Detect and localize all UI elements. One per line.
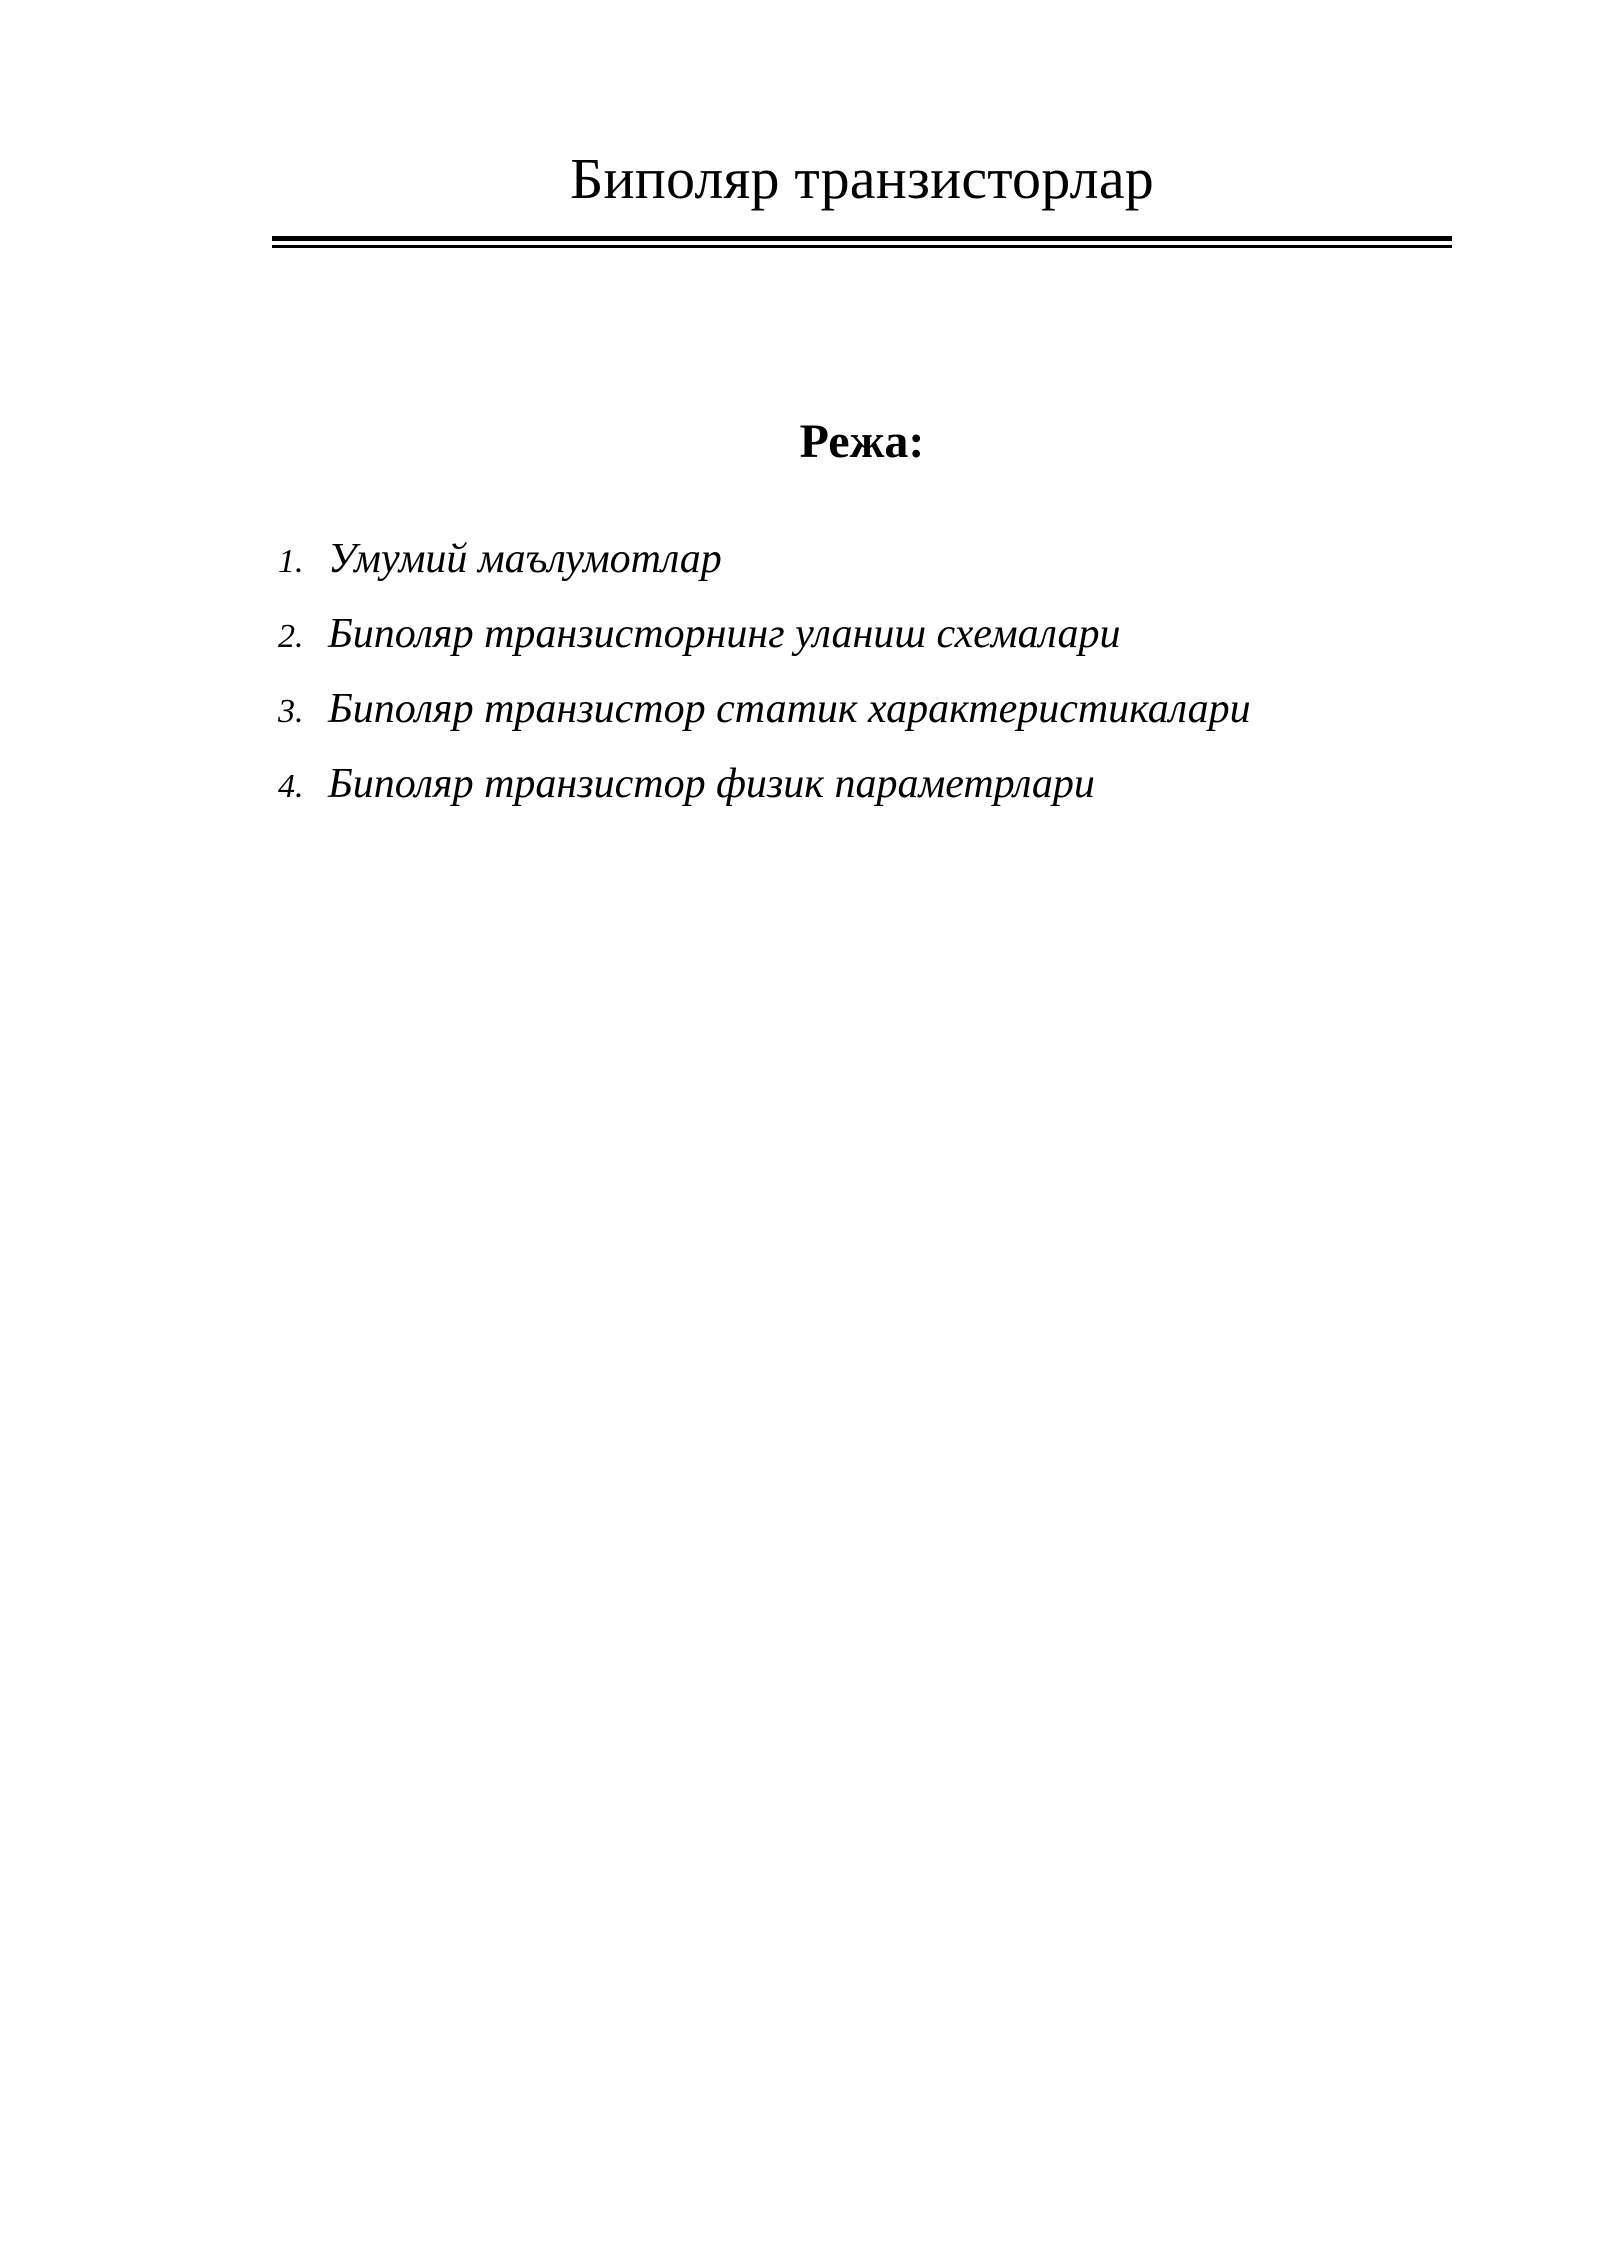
plan-item-text: Биполяр транзистор статик характеристикалари (328, 686, 1251, 732)
plan-item-number: 3. (278, 693, 304, 730)
plan-item-text: Умумий маълумотлар (328, 536, 722, 582)
plan-item (278, 535, 1428, 610)
plan-heading: Режа: (799, 415, 925, 468)
rule-thin-line (272, 245, 1452, 248)
title-double-rule (272, 236, 1452, 250)
plan-item-number: 1. (278, 543, 304, 580)
plan-item (278, 610, 1428, 685)
rule-thick-line (272, 236, 1452, 241)
plan-item-number: 2. (278, 618, 304, 655)
plan-item-text: Биполяр транзисторнинг уланиш схемалари (328, 611, 1121, 657)
plan-item-text: Биполяр транзистор физик параметрлари (328, 761, 1095, 807)
plan-item (278, 760, 1428, 835)
plan-item (278, 685, 1428, 760)
page-title: Биполяр транзисторлар (570, 146, 1154, 211)
plan-list (278, 535, 1428, 835)
plan-item-number: 4. (278, 768, 304, 805)
